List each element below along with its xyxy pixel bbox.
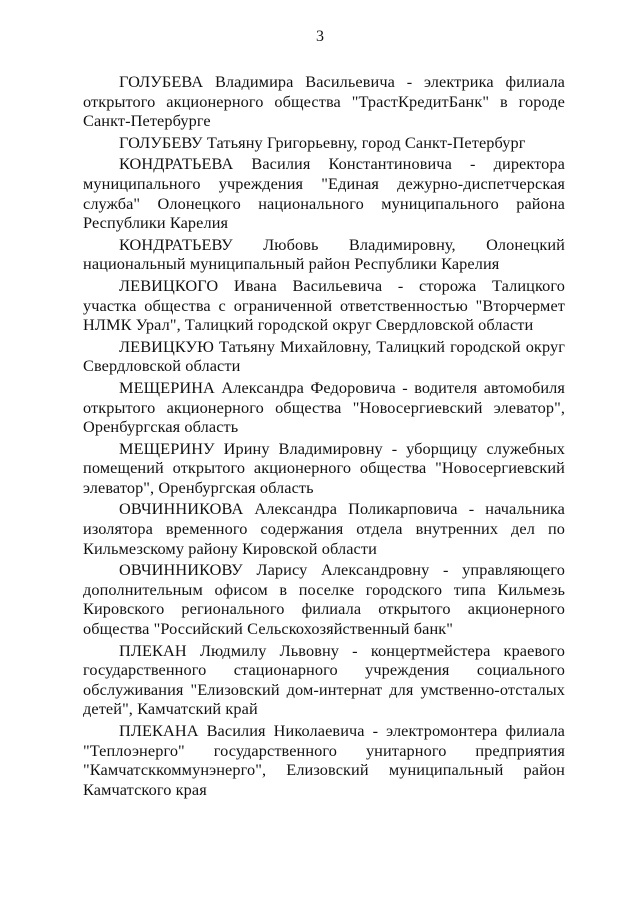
document-body (83, 72, 565, 801)
award-entry-ovchinnikov: ОВЧИННИКОВА Александра Поликарповича - начальника изолятора временного содержания отдела внутренних дел по Кильмезскому району Кировской области (83, 499, 565, 558)
award-entry-meshcherin: МЕЩЕРИНА Александра Федоровича - водителя автомобиля открытого акционерного общества "Новосергиевский элеватор", Оренбургская область (83, 377, 565, 437)
award-entry-kondratyeva: КОНДРАТЬЕВУ Любовь Владимировну, Олонецкий национальный муниципальный район Республики Карелия (83, 234, 565, 274)
page-number: 3 (316, 28, 324, 45)
award-entry-plekan-vasily: ПЛЕКАНА Василия Николаевича - электромонтера филиала "Теплоэнерго" государственного унитарного предприятия "Камчатсккоммунэнерго", Елизовский муниципальный район Камчатского края (83, 721, 565, 799)
award-entry-golubev: ГОЛУБЕВА Владимира Васильевича - электрика филиала открытого акционерного общества "ТрастКредитБанк" в городе Санкт-Петербурге (83, 72, 565, 131)
award-entry-golubeva: ГОЛУБЕВУ Татьяну Григорьевну, город Санкт-Петербург (119, 132, 526, 152)
award-entry-kondratyev: КОНДРАТЬЕВА Василия Константиновича - директора муниципального учреждения "Единая дежурно-диспетчерская служба" Олонецкого национального муниципального района Республики Карелия (83, 154, 565, 233)
award-entry-plekan-lyudmila: ПЛЕКАН Людмилу Львовну - концертмейстера краевого государственного стационарного учреждения социального обслуживания "Елизовский дом-интернат для умственно-отсталых детей", Камчатский край (83, 640, 565, 719)
award-entry-levitskaya: ЛЕВИЦКУЮ Татьяну Михайловну, Талицкий городской округ Свердловской области (83, 336, 565, 376)
award-entry-ovchinnikova: ОВЧИННИКОВУ Ларису Александровну - управляющего дополнительным офисом в поселке городского типа Кильмезь Кировского регионального филиала открытого акционерного общества "Российский Сельскохозяйственный банк" (83, 560, 565, 639)
award-entry-levitsky: ЛЕВИЦКОГО Ивана Васильевича - сторожа Талицкого участка общества с ограниченной ответственностью "Вторчермет НЛМК Урал", Талицкий городской округ Свердловской области (83, 275, 565, 335)
award-entry-meshcherina: МЕЩЕРИНУ Ирину Владимировну - уборщицу служебных помещений открытого акционерного общества "Новосергиевский элеватор", Оренбургская область (83, 438, 565, 497)
